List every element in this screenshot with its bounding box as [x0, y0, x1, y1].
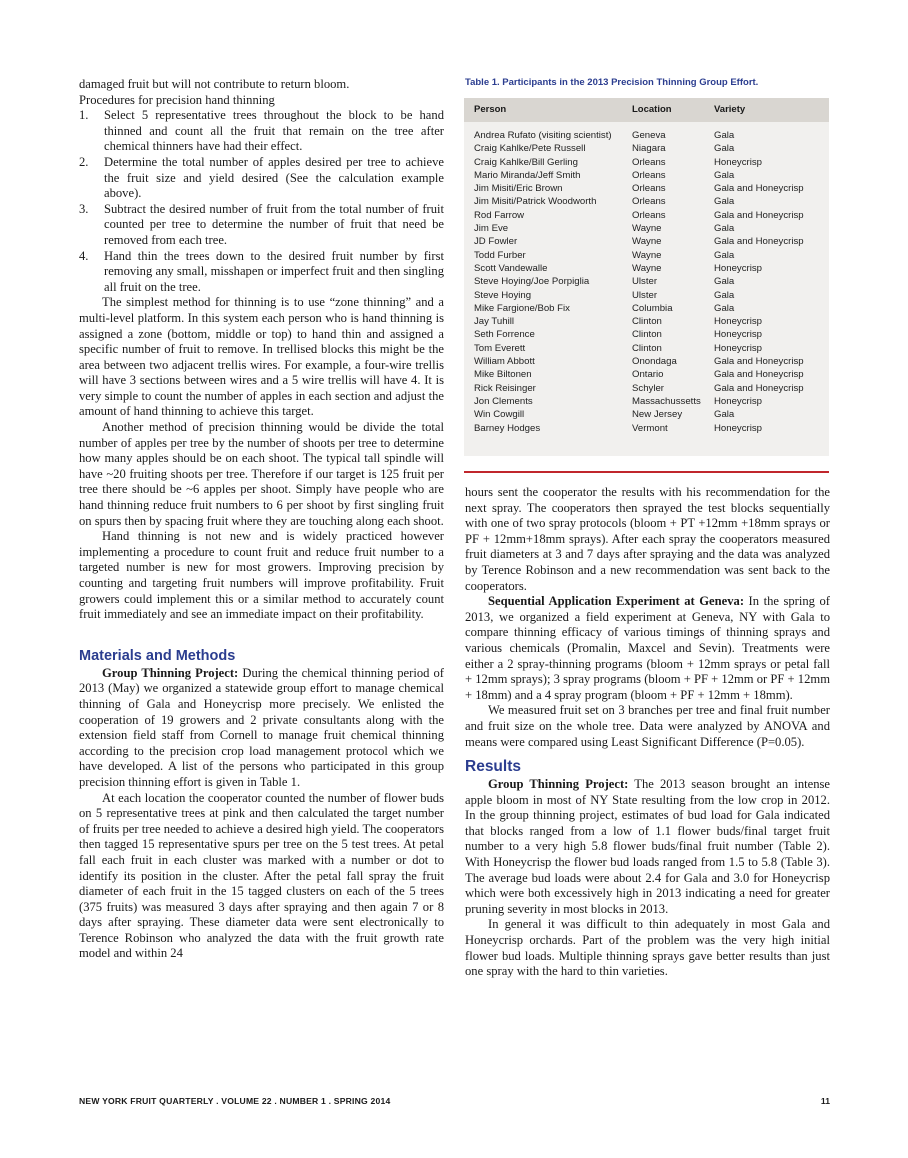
table-row [464, 422, 829, 435]
cell-person: Craig Kahlke/Pete Russell [474, 143, 586, 155]
cell-location: Orleans [632, 156, 666, 168]
list-item-text: Determine the total number of apples desired per tree to achieve the fruit size and yield desired (See the calculation example above). [104, 154, 444, 201]
cell-variety: Gala [714, 249, 735, 261]
table-row [464, 275, 829, 288]
cell-variety: Honeycrisp [714, 316, 762, 328]
cell-location: Orleans [632, 196, 666, 208]
cell-location: Ulster [632, 289, 658, 301]
table-body [464, 129, 829, 435]
table-row [464, 249, 829, 262]
heading-results: Results [465, 758, 521, 776]
left-column [79, 77, 444, 962]
cell-variety: Gala [714, 169, 735, 181]
table-row [464, 262, 829, 275]
cell-variety: Gala [714, 143, 735, 155]
table-row [464, 235, 829, 248]
column-header-location: Location [632, 104, 672, 115]
list-item [79, 155, 444, 202]
footer-journal: NEW YORK FRUIT QUARTERLY . VOLUME 22 . NUMBER 1 . SPRING 2014 [79, 1096, 391, 1106]
list-item-text: Select 5 representative trees throughout the block to be hand thinned and count all the fruit that remain on the tree after chemical thinners have had their effect. [104, 108, 444, 154]
table-row [464, 342, 829, 355]
cell-person: Todd Furber [474, 249, 526, 261]
cell-location: Orleans [632, 183, 666, 195]
table-header-row [464, 98, 829, 122]
column-header-variety: Variety [714, 104, 746, 115]
table-caption: Table 1. Participants in the 2013 Precision Thinning Group Effort. [465, 77, 759, 88]
cell-variety: Honeycrisp [714, 342, 762, 354]
cell-variety: Honeycrisp [714, 329, 762, 341]
table-row [464, 222, 829, 235]
cell-person: Steve Hoying/Joe Porpiglia [474, 276, 590, 288]
cell-location: Massachussetts [632, 395, 701, 407]
cell-person: Rod Farrow [474, 209, 525, 221]
cell-location: Clinton [632, 316, 662, 328]
list-number: 3. [79, 201, 89, 216]
cell-variety: Gala [714, 130, 735, 141]
cell-person: William Abbott [474, 356, 535, 368]
runin-heading: Sequential Application Experiment at Geneva: [488, 594, 745, 609]
table-row [464, 289, 829, 302]
cell-variety: Gala and Honeycrisp [714, 183, 804, 195]
cell-variety: Gala [714, 289, 735, 301]
cell-variety: Gala [714, 409, 735, 421]
list-item-text: Subtract the desired number of fruit from the total number of fruit counted per tree to determine the number of fruit that need be removed from each tree. [104, 201, 444, 247]
table-row [464, 382, 829, 395]
cell-person: JD Fowler [474, 236, 518, 248]
cell-variety: Honeycrisp [714, 422, 762, 434]
paragraph-group-thinning [79, 666, 444, 791]
cell-person: Jim Misiti/Patrick Woodworth [474, 196, 597, 208]
list-item [79, 202, 444, 249]
paragraph-intro: damaged fruit but will not contribute to return bloom. [79, 77, 350, 91]
paragraph-each-location: At each location the cooperator counted the number of flower buds on 5 representative trees at pink and then calculated the target number of fruits per tree needed to achieve a desired high yield. The cooperators then tagged 15 representative spurs per tree on the 5 test trees. At petal fall each fruit in each cluster was marked with a number or dot to identify its position in the cluster. After the petal fall spray the fruit diameter of each fruit in the 15 tagged clusters on each of the 5 trees (375 fruits) was measured 3 days after spraying and then again 7 or 8 days after spraying. These diameter data were sent electronically to Terence Robinson who analyzed the data with the fruit growth rate model and within 24 [79, 790, 444, 961]
paragraph-hours: hours sent the cooperator the results with his recommendation for the next spray. The cooperators then sprayed the test blocks sequentially with one of two spray protocols (bloom + PT +12mm +18mm sprays or PF + 12mm+18mm sprays). After each spray the cooperators measured fruit diameters at 3 and 7 days after spraying and the data was analyzed by Terence Robinson and a new recommendation was sent back to the cooperators. [465, 485, 830, 593]
cell-person: Jim Eve [474, 223, 509, 235]
cell-person: Craig Kahlke/Bill Gerling [474, 156, 578, 168]
procedure-list [79, 108, 444, 295]
cell-variety: Honeycrisp [714, 156, 762, 168]
cell-location: Schyler [632, 382, 664, 394]
cell-location: Wayne [632, 223, 662, 235]
table-row [464, 302, 829, 315]
table-row [464, 328, 829, 341]
cell-person: Jay Tuhill [474, 316, 514, 328]
cell-location: Wayne [632, 262, 662, 274]
table-row [464, 408, 829, 421]
paragraph-hand-thinning: Hand thinning is not new and is widely practiced however implementing a procedure to count fruit and reduce fruit number to a targeted number is new for most growers. Improving precision by counting and targeting fruit numbers will improve profitability. Fruit growers could implement this or a similar method to accurately count fruit immediately and see an immediate impact on their profitability. [79, 529, 444, 622]
list-number: 4. [79, 248, 89, 263]
table-row [464, 182, 829, 195]
cell-person: Andrea Rufato (visiting scientist) [474, 130, 612, 141]
table-row [464, 129, 829, 142]
paragraph-another-method: Another method of precision thinning would be divide the total number of apples per tree by the number of shoots per tree to determine how many apples should be on each shoot. The typical tall spindle will have ~20 fruiting shoots per tree. Therefore if our target is 125 fruit per tree there should be ~6 apples per shoot. Simply have people who are hand thinning reduce fruit numbers to 6 per shoot by first singling fruit on spurs then by spacing fruit where they are touching along each shoot. [79, 420, 444, 528]
cell-location: Wayne [632, 236, 662, 248]
cell-variety: Gala [714, 223, 735, 235]
paragraph-text: In the spring of 2013, we organized a field experiment at Geneva, NY with Gala to compare thinning efficacy of various timings of thinning sprays and various chemicals (Promalin, Maxcel and Sevin). Treatments were either a 2 spray-thinning programs (bloom + 12mm sprays or petal fall + 12mm sprays); 3 spray programs (bloom + PF + 12mm or PF + 12mm + 18mm) and a 4 spray program (bloom + PF + 12mm + 18mm). [465, 594, 830, 702]
table-row [464, 209, 829, 222]
cell-person: Jon Clements [474, 395, 533, 407]
table-row [464, 156, 829, 169]
list-item [79, 249, 444, 296]
cell-person: Jim Misiti/Eric Brown [474, 183, 563, 195]
cell-person: Barney Hodges [474, 422, 541, 434]
table-row [464, 169, 829, 182]
cell-variety: Honeycrisp [714, 395, 762, 407]
page-number: 11 [820, 1096, 830, 1106]
cell-location: Ontario [632, 369, 664, 381]
paragraph-results-group [465, 777, 830, 917]
cell-person: Mario Miranda/Jeff Smith [474, 169, 581, 181]
cell-variety: Gala and Honeycrisp [714, 236, 804, 248]
runin-heading: Group Thinning Project: [102, 665, 239, 680]
cell-variety: Gala and Honeycrisp [714, 356, 804, 368]
cell-variety: Gala and Honeycrisp [714, 369, 804, 381]
cell-variety: Gala and Honeycrisp [714, 209, 804, 221]
column-header-person: Person [474, 104, 507, 115]
table-row [464, 368, 829, 381]
paragraph-sequential-application [465, 594, 830, 703]
cell-location: Clinton [632, 342, 662, 354]
cell-person: Seth Forrence [474, 329, 535, 341]
cell-variety: Gala and Honeycrisp [714, 382, 804, 394]
cell-location: Wayne [632, 249, 662, 261]
cell-location: Columbia [632, 302, 673, 314]
list-item [79, 108, 444, 155]
list-number: 1. [79, 108, 89, 123]
cell-person: Mike Fargione/Bob Fix [474, 302, 570, 314]
cell-person: Steve Hoying [474, 289, 532, 301]
cell-location: New Jersey [632, 409, 683, 421]
table-row [464, 395, 829, 408]
paragraph-zone-thinning: The simplest method for thinning is to use “zone thinning” and a multi-level platform. In this system each person who is hand thinning is assigned a zone (bottom, middle or top) to hand thin and assigned a specific number of fruit to remove. In trellised blocks this might be the area between two adjacent trellis wires. For example, a four-wire trellis will have 3 sections between wires and a 5 wire trellis will have 4. It is very simple to count the number of apples in each section and adjust the amount of hand thinning to achieve this target. [79, 295, 444, 419]
table-row [464, 142, 829, 155]
table-row [464, 355, 829, 368]
list-number: 2. [79, 154, 89, 169]
cell-variety: Honeycrisp [714, 262, 762, 274]
paragraph-procedures: Procedures for precision hand thinning [79, 92, 275, 107]
cell-person: Rick Reisinger [474, 382, 536, 394]
cell-variety: Gala [714, 302, 735, 314]
cell-location: Onondaga [632, 356, 677, 368]
cell-location: Niagara [632, 143, 666, 155]
cell-location: Orleans [632, 209, 666, 221]
cell-person: Win Cowgill [474, 409, 525, 421]
cell-location: Vermont [632, 422, 668, 434]
cell-variety: Gala [714, 196, 735, 208]
cell-person: Tom Everett [474, 342, 526, 354]
right-column [465, 485, 830, 980]
cell-person: Scott Vandewalle [474, 262, 548, 274]
paragraph-text: The 2013 season brought an intense apple bloom in most of NY State resulting from the low crop in 2012. In the group thinning project, estimates of bud load for Gala indicated that blocks ranged from a low of 1.1 flower buds/final target fruit number to a very high 5.8 flower buds/final fruit number (Table 2). With Honeycrisp the flower bud loads ranged from 1.5 to 5.8 (Table 3). The average bud loads were about 2.4 for Gala and 3.0 for Honeycrisp which were both excessively high in 2013 indicating a need for greater pruning severity in most blocks in 2013. [465, 777, 831, 916]
table-row [464, 195, 829, 208]
cell-location: Clinton [632, 329, 662, 341]
cell-person: Mike Biltonen [474, 369, 532, 381]
table-row [464, 315, 829, 328]
cell-location: Geneva [632, 130, 666, 141]
paragraph-text: During the chemical thinning period of 2013 (May) we organized a statewide group effort to manage chemical thinning of Gala and Honeycrisp more precisely. We enlisted the cooperation of 19 growers and 2 private consultants along with the extension field staff from Cornell to manage fruit chemical thinning according to the precision crop load management protocol which we have developed. A list of the persons who participated in this group precision thinning effort is given in Table 1. [79, 665, 444, 789]
paragraph-measured: We measured fruit set on 3 branches per tree and final fruit number and fruit size on the whole tree. Data were analyzed by ANOVA and means were compared using Least Significant Difference (P=0.05). [465, 703, 830, 749]
cell-location: Ulster [632, 276, 658, 288]
participants-table [464, 98, 829, 456]
list-item-text: Hand thin the trees down to the desired fruit number by first removing any small, misshapen or imperfect fruit and then singling all fruit on the tree. [104, 248, 444, 294]
cell-location: Orleans [632, 169, 666, 181]
paragraph-in-general: In general it was difficult to thin adequately in most Gala and Honeycrisp orchards. Part of the problem was the very high initial flower bud loads. Multiple thinning sprays gave better results than just one spray with the hard to thin varieties. [465, 917, 830, 979]
table-bottom-rule [464, 471, 829, 473]
heading-materials-methods: Materials and Methods [79, 647, 236, 664]
runin-heading: Group Thinning Project: [488, 777, 629, 792]
cell-variety: Gala [714, 276, 735, 288]
